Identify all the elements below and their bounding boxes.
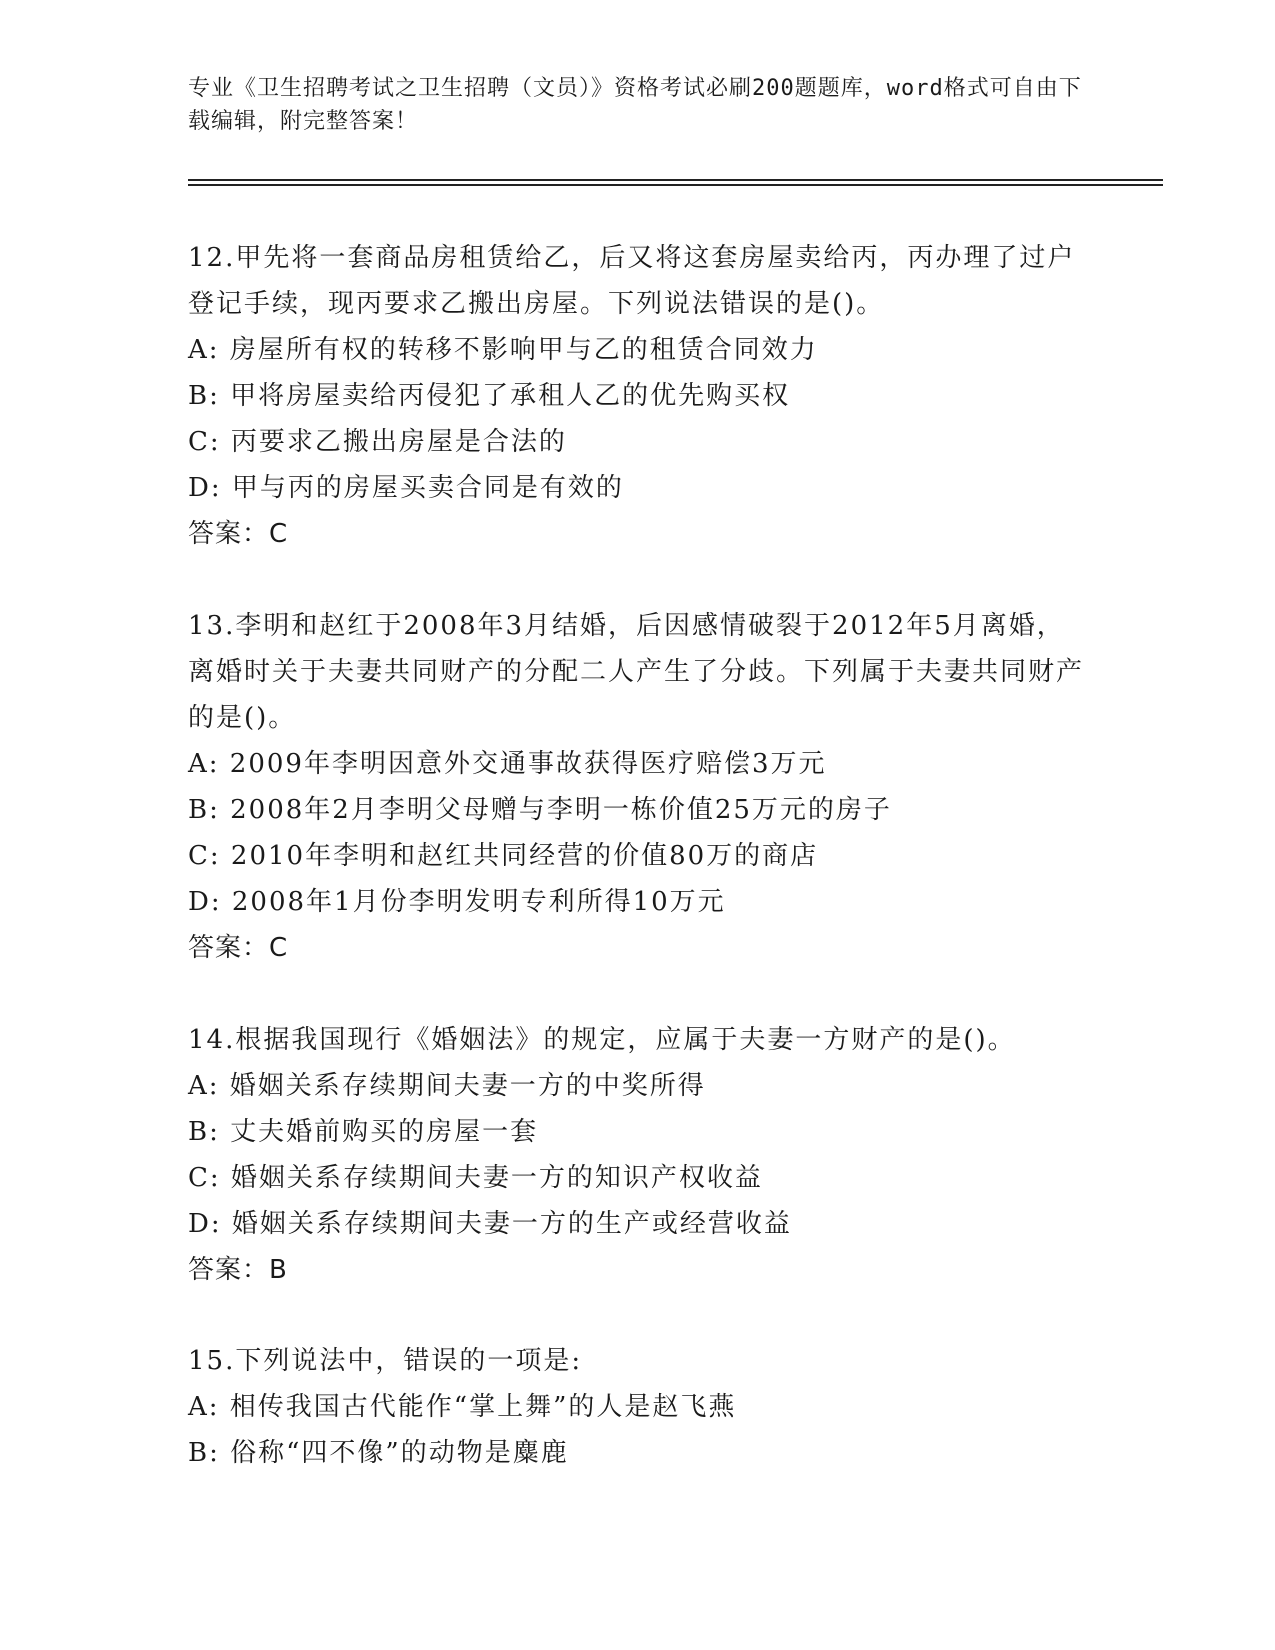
option-b: B: 俗称“四不像”的动物是麋鹿 [188, 1438, 569, 1468]
question-stem: 15.下列说法中，错误的一项是: [188, 1346, 583, 1376]
question-stem: 13.李明和赵红于2008年3月结婚，后因感情破裂于2012年5月离婚，离婚时关于夫妻共同财产的分配二人产生了分歧。下列属于夫妻共同财产的是()。 [188, 611, 1085, 733]
question-stem: 14.根据我国现行《婚姻法》的规定，应属于夫妻一方财产的是()。 [188, 1025, 1016, 1055]
option-d: D: 2008年1月份李明发明专利所得10万元 [188, 887, 726, 917]
option-b: B: 2008年2月李明父母赠与李明一栋价值25万元的房子 [188, 795, 892, 825]
question-15 [188, 1338, 1088, 1476]
question-14 [188, 1017, 1088, 1293]
option-a: A: 房屋所有权的转移不影响甲与乙的租赁合同效力 [188, 335, 818, 365]
document-header: 专业《卫生招聘考试之卫生招聘（文员）》资格考试必刷200题题库，word格式可自由下载编辑，附完整答案！ [188, 76, 1082, 134]
option-d: D: 甲与丙的房屋买卖合同是有效的 [188, 473, 624, 503]
answer: 答案：C [188, 519, 289, 549]
option-b: B: 甲将房屋卖给丙侵犯了承租人乙的优先购买权 [188, 381, 791, 411]
question-13 [188, 603, 1088, 971]
question-stem: 12.甲先将一套商品房租赁给乙，后又将这套房屋卖给丙，丙办理了过户登记手续，现丙要求乙搬出房屋。下列说法错误的是()。 [188, 243, 1076, 319]
option-b: B: 丈夫婚前购买的房屋一套 [188, 1117, 539, 1147]
option-c: C: 婚姻关系存续期间夫妻一方的知识产权收益 [188, 1163, 763, 1193]
option-c: C: 丙要求乙搬出房屋是合法的 [188, 427, 567, 457]
option-a: A: 相传我国古代能作“掌上舞”的人是赵飞燕 [188, 1392, 737, 1422]
option-a: A: 婚姻关系存续期间夫妻一方的中奖所得 [188, 1071, 706, 1101]
answer: 答案：C [188, 933, 289, 963]
answer: 答案：B [188, 1255, 288, 1285]
option-d: D: 婚姻关系存续期间夫妻一方的生产或经营收益 [188, 1209, 792, 1239]
option-c: C: 2010年李明和赵红共同经营的价值80万的商店 [188, 841, 819, 871]
question-12 [188, 235, 1088, 557]
header-divider-bottom [188, 184, 1163, 186]
header-divider-top [188, 179, 1163, 181]
option-a: A: 2009年李明因意外交通事故获得医疗赔偿3万元 [188, 749, 827, 779]
